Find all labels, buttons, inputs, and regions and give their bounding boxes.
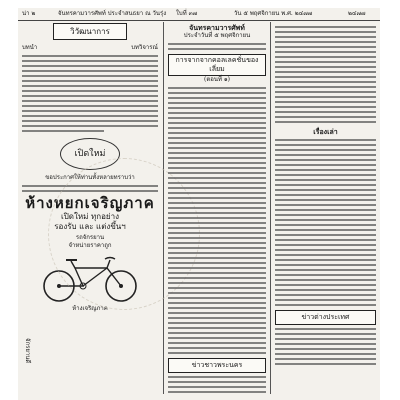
- header-year: ๒๔๗๗: [348, 10, 366, 17]
- article-body: [22, 55, 158, 132]
- ad-line-4: จำหน่ายราคาถูก: [68, 242, 112, 249]
- ad-intro: ขอประกาศให้ท่านทั้งหลายทราบว่า: [45, 174, 135, 181]
- right-column: [275, 23, 376, 396]
- masthead: จันทรคามวารศัพท์: [189, 23, 245, 32]
- ad-line-3: รถจักรยาน: [75, 234, 105, 241]
- feature-box: การจากจากคอลเลคชั่นของเลี่ยม: [168, 54, 266, 76]
- foreign-news-box: ข่าวต่างประเทศ: [275, 310, 376, 325]
- subhead-left: บทนำ: [22, 44, 38, 51]
- header-date: วัน ๕ พฤศจิกายน พ.ศ. ๒๔๗๗: [234, 10, 313, 17]
- article-body: [168, 87, 266, 354]
- ad-title: ห้างหยกเจริญภาค: [25, 194, 155, 212]
- article-body: [275, 26, 376, 123]
- newspaper-page: [18, 8, 380, 400]
- page-number: น่า ๒: [22, 10, 36, 17]
- subhead-right: บทวิจารณ์: [131, 44, 158, 51]
- middle-column: [168, 23, 266, 396]
- section-title-box: วิวัฒนาการ: [53, 23, 127, 40]
- open-new-oval: เปิดใหม่: [60, 138, 120, 170]
- header-issue: ใบที่ ๓๗: [176, 10, 198, 17]
- news-box: ข่าวชาวพระนคร: [168, 358, 266, 373]
- dateline: ประจำวันที่ ๕ พฤศจิกายน: [183, 32, 251, 39]
- article-body: [275, 139, 376, 306]
- ad-line-2: รองรับ และ แต่งขึ้นฯ: [54, 222, 126, 231]
- ad-footer: ห้างเจริญภาค: [72, 305, 108, 312]
- header-title: จันทรคามวารศัพท์ ประจำสนธยา ณ วันรุ่ง: [58, 10, 167, 17]
- ad-line-1: เปิดใหม่ ทุกอย่าง: [60, 212, 119, 221]
- right-heading: เรื่องเล่า: [313, 127, 338, 136]
- side-vertical-text: จักรยานดี: [24, 338, 31, 364]
- feature-box-sub: (ตอนที่ ๑): [204, 76, 230, 83]
- page-header: [18, 8, 380, 21]
- column-rule: [270, 22, 271, 394]
